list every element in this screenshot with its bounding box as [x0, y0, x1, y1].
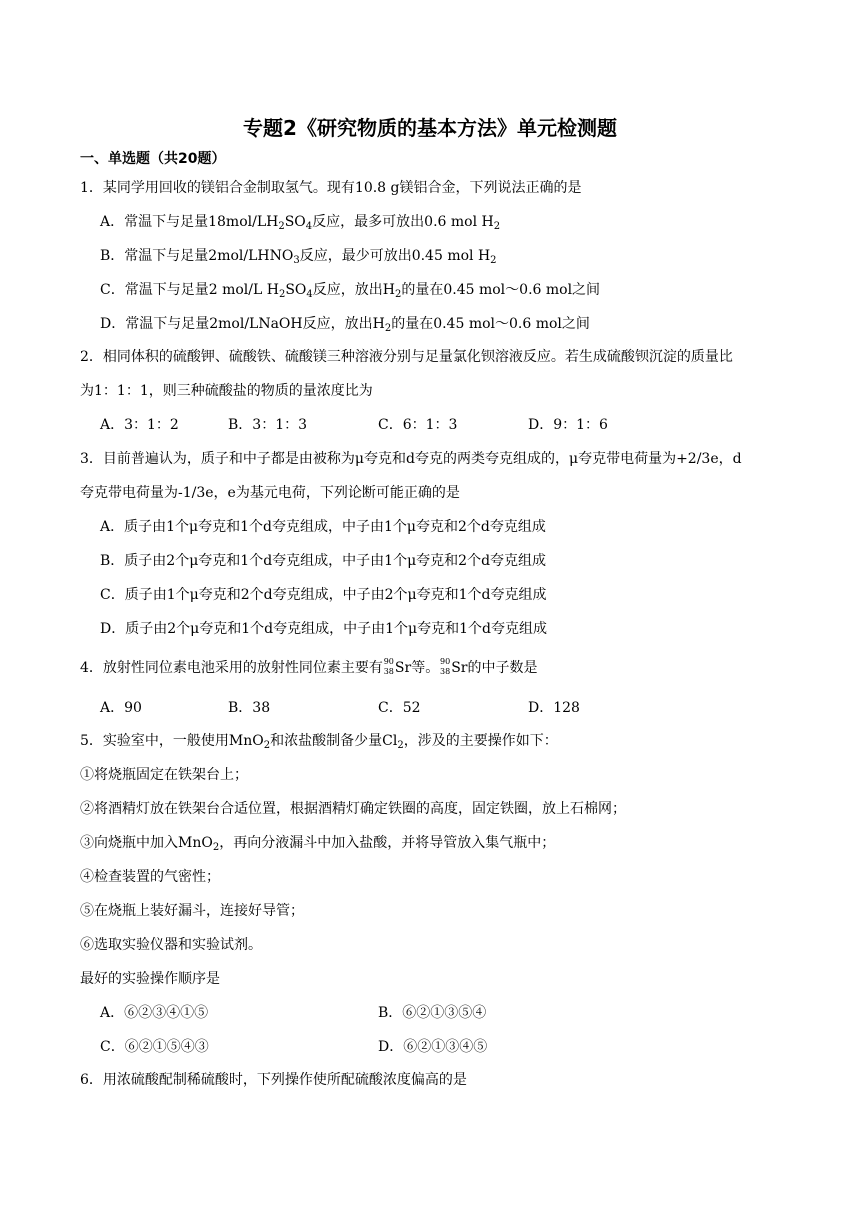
question-4-option-b: B．38 [228, 700, 271, 716]
document-title: 专题2《研究物质的基本方法》单元检测题 [243, 116, 617, 140]
question-4-option-c: C．52 [378, 700, 421, 716]
question-5-step-5: ⑤在烧瓶上装好漏斗，连接好导管； [80, 903, 304, 919]
question-2-stem-line2: 为1：1：1，则三种硫酸盐的物质的量浓度比为 [80, 383, 373, 399]
question-4-stem: 4．放射性同位素电池采用的放射性同位素主要有 90 38 Sr等。 90 38 Sr的中子数是 [80, 657, 538, 676]
question-5-step-6: ⑥选取实验仪器和实验试剂。 [80, 937, 262, 953]
section-heading: 一、单选题（共20题） [80, 151, 226, 167]
question-3-stem-line1: 3．目前普遍认为，质子和中子都是由被称为μ夸克和d夸克的两类夸克组成的，μ夸克带电荷量为+2/3e，d [80, 451, 742, 467]
question-2-stem-line1: 2．相同体积的硫酸钾、硫酸铁、硫酸镁三种溶液分别与足量氯化钡溶液反应。若生成硫酸钡沉淀的质量比 [80, 349, 733, 365]
isotope-notation: 90 38 [440, 657, 451, 676]
question-1-option-c: C．常温下与足量2 mol/L $H_2SO_4$反应，放出$H_2$的量在0.45 mol～0.6 mol之间 [100, 282, 601, 300]
question-4-option-a: A．90 [100, 700, 142, 716]
question-3-option-c: C．质子由1个μ夸克和2个d夸克组成，中子由2个μ夸克和1个d夸克组成 [100, 587, 547, 603]
question-5-option-a: A．⑥②③④①⑤ [100, 1005, 209, 1021]
question-6-stem: 6．用浓硫酸配制稀硫酸时，下列操作使所配硫酸浓度偏高的是 [80, 1072, 467, 1088]
question-1-option-d: D．常温下与足量2mol/LNaOH反应，放出$H_2$的量在0.45 mol～0.6 mol之间 [100, 316, 590, 334]
question-2-option-b: B．3：1：3 [228, 417, 308, 433]
question-2-option-c: C．6：1：3 [378, 417, 458, 433]
question-5-step-3: ③向烧瓶中加入MnO$_2$，再向分液漏斗中加入盐酸，并将导管放入集气瓶中； [80, 835, 556, 853]
question-2-option-d: D．9：1：6 [528, 417, 608, 433]
question-5-stem: 5．实验室中，一般使用MnO$_2$和浓盐酸制备少量$Cl_2$，涉及的主要操作如下： [80, 733, 558, 751]
question-3-option-b: B．质子由2个μ夸克和1个d夸克组成，中子由1个μ夸克和2个d夸克组成 [100, 553, 547, 569]
question-5-step-2: ②将酒精灯放在铁架台合适位置，根据酒精灯确定铁圈的高度，固定铁圈，放上石棉网； [80, 801, 626, 817]
question-3-option-a: A．质子由1个μ夸克和1个d夸克组成，中子由1个μ夸克和2个d夸克组成 [100, 519, 546, 535]
question-3-stem-line2: 夸克带电荷量为-1/3e，e为基元电荷，下列论断可能正确的是 [80, 485, 460, 501]
question-1-option-b: B．常温下与足量$2mol/LHNO_3$反应，最少可放出0.45 mol $H_2$ [100, 248, 497, 266]
question-1-option-a: A．常温下与足量$18mol/LH_2SO_4$反应，最多可放出0.6 mol $H_2$ [100, 214, 501, 232]
question-4-option-d: D．128 [528, 700, 580, 716]
question-5-option-c: C．⑥②①⑤④③ [100, 1039, 209, 1055]
question-5-prompt: 最好的实验操作顺序是 [80, 971, 220, 987]
question-3-option-d: D．质子由2个μ夸克和1个d夸克组成，中子由1个μ夸克和1个d夸克组成 [100, 621, 547, 637]
question-2-option-a: A．3：1：2 [100, 417, 179, 433]
question-5-option-b: B．⑥②①③⑤④ [378, 1005, 487, 1021]
question-1-stem: 1．某同学用回收的镁铝合金制取氢气。现有10.8 g镁铝合金，下列说法正确的是 [80, 180, 582, 196]
question-5-step-1: ①将烧瓶固定在铁架台上； [80, 767, 248, 783]
question-5-step-4: ④检查装置的气密性； [80, 869, 220, 885]
isotope-notation: 90 38 [383, 657, 394, 676]
question-5-option-d: D．⑥②①③④⑤ [378, 1039, 488, 1055]
